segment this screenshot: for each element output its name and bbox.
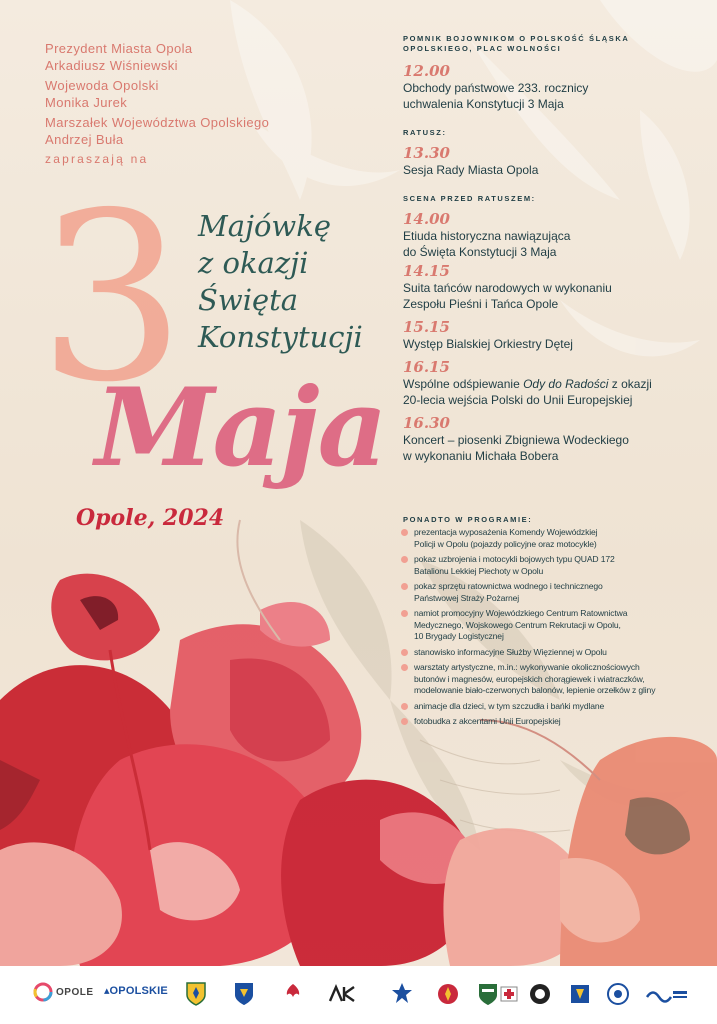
bullet-icon	[401, 703, 408, 710]
event-desc: 20-lecia wejścia Polski do Unii Europejskiej	[403, 393, 633, 407]
prison-service-icon	[528, 981, 552, 1007]
event-desc: Suita tańców narodowych w wykonaniu	[403, 281, 612, 295]
event-desc: Koncert – piosenki Zbigniewa Wodeckiego	[403, 433, 629, 447]
host-role: Marszałek Województwa Opolskiego	[45, 115, 270, 130]
host-name: Andrzej Buła	[45, 132, 124, 147]
bullet-icon	[401, 718, 408, 725]
water-rescue-logo-icon	[645, 981, 689, 1007]
event-desc: Sesja Rady Miasta Opola	[403, 163, 539, 177]
section-heading: RATUSZ:	[403, 128, 447, 137]
opole-logo-text: OPOLE	[56, 986, 94, 998]
event-desc: Wspólne odśpiewanie Ody do Radości z okazji	[403, 377, 652, 391]
place-year: Opole, 2024	[76, 505, 225, 531]
invite-text: zapraszają na	[45, 152, 149, 166]
event-time: 14.15	[403, 262, 450, 280]
event-time: 15.15	[403, 318, 450, 336]
title-number: 3	[38, 163, 186, 433]
event-desc: uchwalenia Konstytucji 3 Maja	[403, 97, 564, 111]
fire-brigade-icon	[436, 981, 460, 1007]
list-item: namiot promocyjny Wojewódzkiego Centrum Ratownictwa Medycznego, Wojskowego Centrum Rekrutacji w Opolu, 10 Brygady Logistycznej	[398, 608, 698, 643]
event-time: 16.15	[403, 358, 450, 376]
bullet-icon	[401, 610, 408, 617]
opolskie-logo-text: OPOLSKIE	[109, 984, 168, 997]
event-time: 12.00	[403, 62, 450, 80]
title-line: Święta	[198, 283, 299, 317]
event-desc: w wykonaniu Michała Bobera	[403, 449, 559, 463]
opole-logo	[33, 982, 94, 1002]
title-line: z okazji	[198, 246, 309, 280]
event-desc: Obchody państwowe 233. rocznicy	[403, 81, 589, 95]
bullet-icon	[401, 649, 408, 656]
event-time: 13.30	[403, 144, 450, 162]
extras-list	[398, 527, 698, 732]
host-role: Prezydent Miasta Opola	[45, 41, 193, 56]
list-item: fotobudka z akcentami Unii Europejskiej	[398, 716, 698, 728]
host-role: Wojewoda Opolski	[45, 78, 159, 93]
list-item: warsztaty artystyczne, m.in.: wykonywanie okolicznościowych butonów i magnesów, europejskich chorągiewek i wiatraczków, modelowanie biało-czerwonych balonów, lepienie orzełków z gliny	[398, 662, 698, 697]
sponsor-logos	[0, 966, 717, 1024]
mk-logo-icon	[328, 981, 364, 1007]
opole-ring-icon	[33, 982, 53, 1002]
host-name: Monika Jurek	[45, 95, 128, 110]
rescue-center-icon	[499, 981, 519, 1007]
opolskie-logo	[104, 984, 168, 997]
recruitment-logo-icon	[568, 981, 592, 1007]
title-month: Maja	[95, 365, 386, 491]
police-star-icon	[390, 981, 414, 1007]
bullet-icon	[401, 529, 408, 536]
bullet-icon	[401, 664, 408, 671]
event-desc: Etiuda historyczna nawiązująca	[403, 229, 571, 243]
list-item: pokaz sprzętu ratownictwa wodnego i technicznego Państwowej Straży Pożarnej	[398, 581, 698, 604]
host-name: Arkadiusz Wiśniewski	[45, 58, 178, 73]
logistics-brigade-icon	[606, 981, 630, 1007]
bullet-icon	[401, 556, 408, 563]
title-line: Konstytucji	[198, 320, 363, 354]
polish-eagle-icon	[281, 981, 305, 1007]
event-desc: Występ Bialskiej Orkiestry Dętej	[403, 337, 573, 351]
city-crest-icon	[184, 981, 208, 1007]
program-schedule	[403, 34, 703, 464]
section-heading: SCENA PRZED RATUSZEM:	[403, 194, 536, 203]
eagle-icon: ▴	[104, 985, 110, 997]
list-item: animacje dla dzieci, w tym szczudła i bańki mydlane	[398, 701, 698, 713]
list-item: stanowisko informacyjne Służby Więziennej w Opolu	[398, 647, 698, 659]
section-heading: POMNIK BOJOWNIKOM O POLSKOŚĆ ŚLĄSKA OPOLSKIEGO, PLAC WOLNOŚCI	[403, 34, 630, 53]
bullet-icon	[401, 583, 408, 590]
event-desc: do Święta Konstytucji 3 Maja	[403, 245, 557, 259]
list-item: pokaz uzbrojenia i motocykli bojowych typu QUAD 172 Batalionu Lekkiej Piechoty w Opolu	[398, 554, 698, 577]
event-time: 16.30	[403, 414, 450, 432]
military-crest-icon	[476, 981, 500, 1007]
extras-heading: PONADTO W PROGRAMIE:	[403, 515, 533, 524]
event-time: 14.00	[403, 210, 450, 228]
hosts-block	[45, 40, 345, 148]
voivodeship-crest-icon	[232, 981, 256, 1007]
title-line: Majówkę	[198, 209, 331, 243]
title-lines	[198, 208, 388, 356]
event-desc: Zespołu Pieśni i Tańca Opole	[403, 297, 559, 311]
list-item: prezentacja wyposażenia Komendy Wojewódzkiej Policji w Opolu (pojazdy policyjne oraz motocykle)	[398, 527, 698, 550]
